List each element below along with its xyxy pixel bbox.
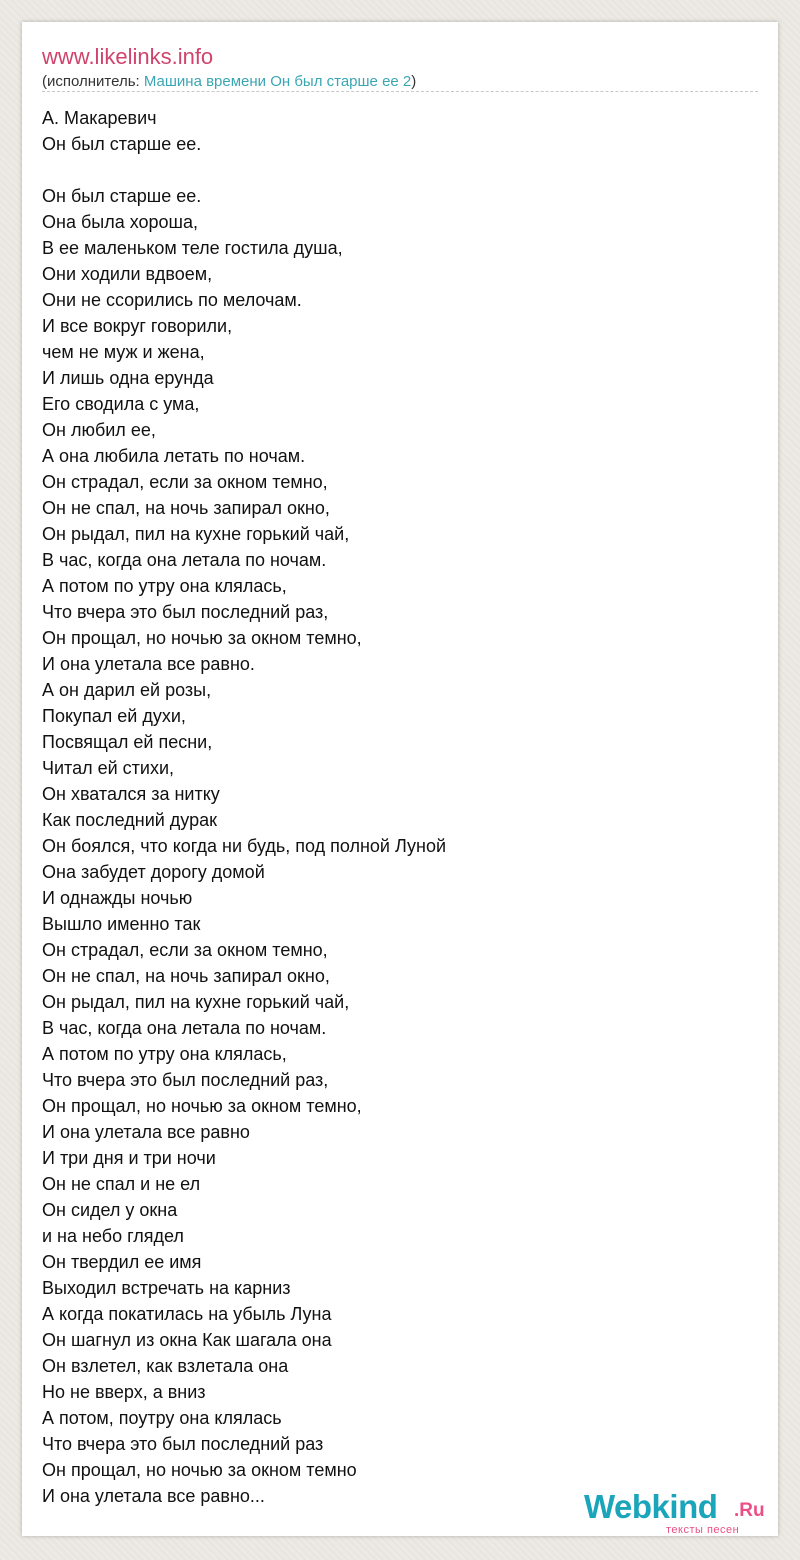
lyric-line: В час, когда она летала по ночам.: [42, 1018, 327, 1038]
lyric-line: Он прощал, но ночью за окном темно,: [42, 1096, 362, 1116]
lyric-line: Они не ссорились по мелочам.: [42, 290, 302, 310]
lyric-line: Он не спал, на ночь запирал окно,: [42, 498, 330, 518]
lyric-line: Он прощал, но ночью за окном темно,: [42, 628, 362, 648]
lyric-line: Он сидел у окна: [42, 1200, 178, 1220]
lyric-line: Его сводила с ума,: [42, 394, 200, 414]
meta-suffix: ): [411, 73, 417, 90]
lyric-line: А потом по утру она клялась,: [42, 576, 287, 596]
lyric-line: [42, 157, 758, 183]
lyric-line: Вышло именно так: [42, 914, 201, 934]
logo-subtitle: тексты песен: [666, 1524, 740, 1536]
lyric-line: Он рыдал, пил на кухне горький чай,: [42, 524, 350, 544]
lyric-line: А он дарил ей розы,: [42, 680, 212, 700]
lyric-line: Читал ей стихи,: [42, 758, 175, 778]
site-url-link[interactable]: www.likelinks.info: [42, 44, 214, 69]
lyric-line: Он рыдал, пил на кухне горький чай,: [42, 992, 350, 1012]
lyric-line: И она улетала все равно: [42, 1122, 250, 1142]
lyric-line: А. Макаревич: [42, 108, 157, 128]
lyric-line: А когда покатилась на убыль Луна: [42, 1304, 332, 1324]
lyric-line: И она улетала все равно.: [42, 654, 255, 674]
lyric-line: Он страдал, если за окном темно,: [42, 940, 328, 960]
artist-meta: [42, 73, 416, 90]
lyric-line: Он прощал, но ночью за окном темно: [42, 1460, 357, 1480]
lyric-line: Она забудет дорогу домой: [42, 862, 265, 882]
lyric-line: А потом, поутру она клялась: [42, 1408, 282, 1428]
lyric-line: Он твердил ее имя: [42, 1252, 202, 1272]
lyric-line: Что вчера это был последний раз,: [42, 602, 329, 622]
logo-main-text: Webkind: [584, 1488, 718, 1525]
lyric-line: и на небо глядел: [42, 1226, 184, 1246]
lyric-line: Что вчера это был последний раз: [42, 1434, 324, 1454]
webkind-logo[interactable]: [584, 1488, 784, 1538]
lyric-line: Что вчера это был последний раз,: [42, 1070, 329, 1090]
lyric-line: Он хватался за нитку: [42, 784, 220, 804]
lyric-line: В час, когда она летала по ночам.: [42, 550, 327, 570]
lyric-line: Посвящал ей песни,: [42, 732, 213, 752]
lyric-line: И она улетала все равно...: [42, 1486, 265, 1506]
lyric-line: И три дня и три ночи: [42, 1148, 216, 1168]
lyric-line: Как последний дурак: [42, 810, 217, 830]
meta-prefix: (исполнитель:: [42, 73, 144, 90]
lyric-line: В ее маленьком теле гостила душа,: [42, 238, 343, 258]
lyric-line: Она была хороша,: [42, 212, 198, 232]
lyric-line: Он любил ее,: [42, 420, 156, 440]
content-card: [22, 22, 778, 1536]
lyric-line: чем не муж и жена,: [42, 342, 205, 362]
lyric-line: И лишь одна ерунда: [42, 368, 214, 388]
lyric-line: Он не спал, на ночь запирал окно,: [42, 966, 330, 986]
lyric-line: Он шагнул из окна Как шагала она: [42, 1330, 332, 1350]
logo-suffix-text: .Ru: [734, 1500, 765, 1521]
lyric-line: Он боялся, что когда ни будь, под полной Луной: [42, 836, 447, 856]
lyric-line: А она любила летать по ночам.: [42, 446, 306, 466]
header-divider: [42, 91, 758, 92]
lyric-line: Он не спал и не ел: [42, 1174, 201, 1194]
lyric-line: Покупал ей духи,: [42, 706, 186, 726]
lyric-line: Они ходили вдвоем,: [42, 264, 213, 284]
artist-song-link[interactable]: Машина времени Он был старше ее 2: [143, 73, 412, 90]
lyrics-text: [42, 105, 758, 1509]
lyric-line: И однажды ночью: [42, 888, 193, 908]
lyric-line: Он взлетел, как взлетала она: [42, 1356, 289, 1376]
lyric-line: Он страдал, если за окном темно,: [42, 472, 328, 492]
lyric-line: Он был старше ее.: [42, 186, 202, 206]
lyric-line: И все вокруг говорили,: [42, 316, 233, 336]
lyric-line: А потом по утру она клялась,: [42, 1044, 287, 1064]
lyric-line: Он был старше ее.: [42, 134, 202, 154]
lyric-line: Выходил встречать на карниз: [42, 1278, 291, 1298]
lyric-line: Но не вверх, а вниз: [42, 1382, 206, 1402]
